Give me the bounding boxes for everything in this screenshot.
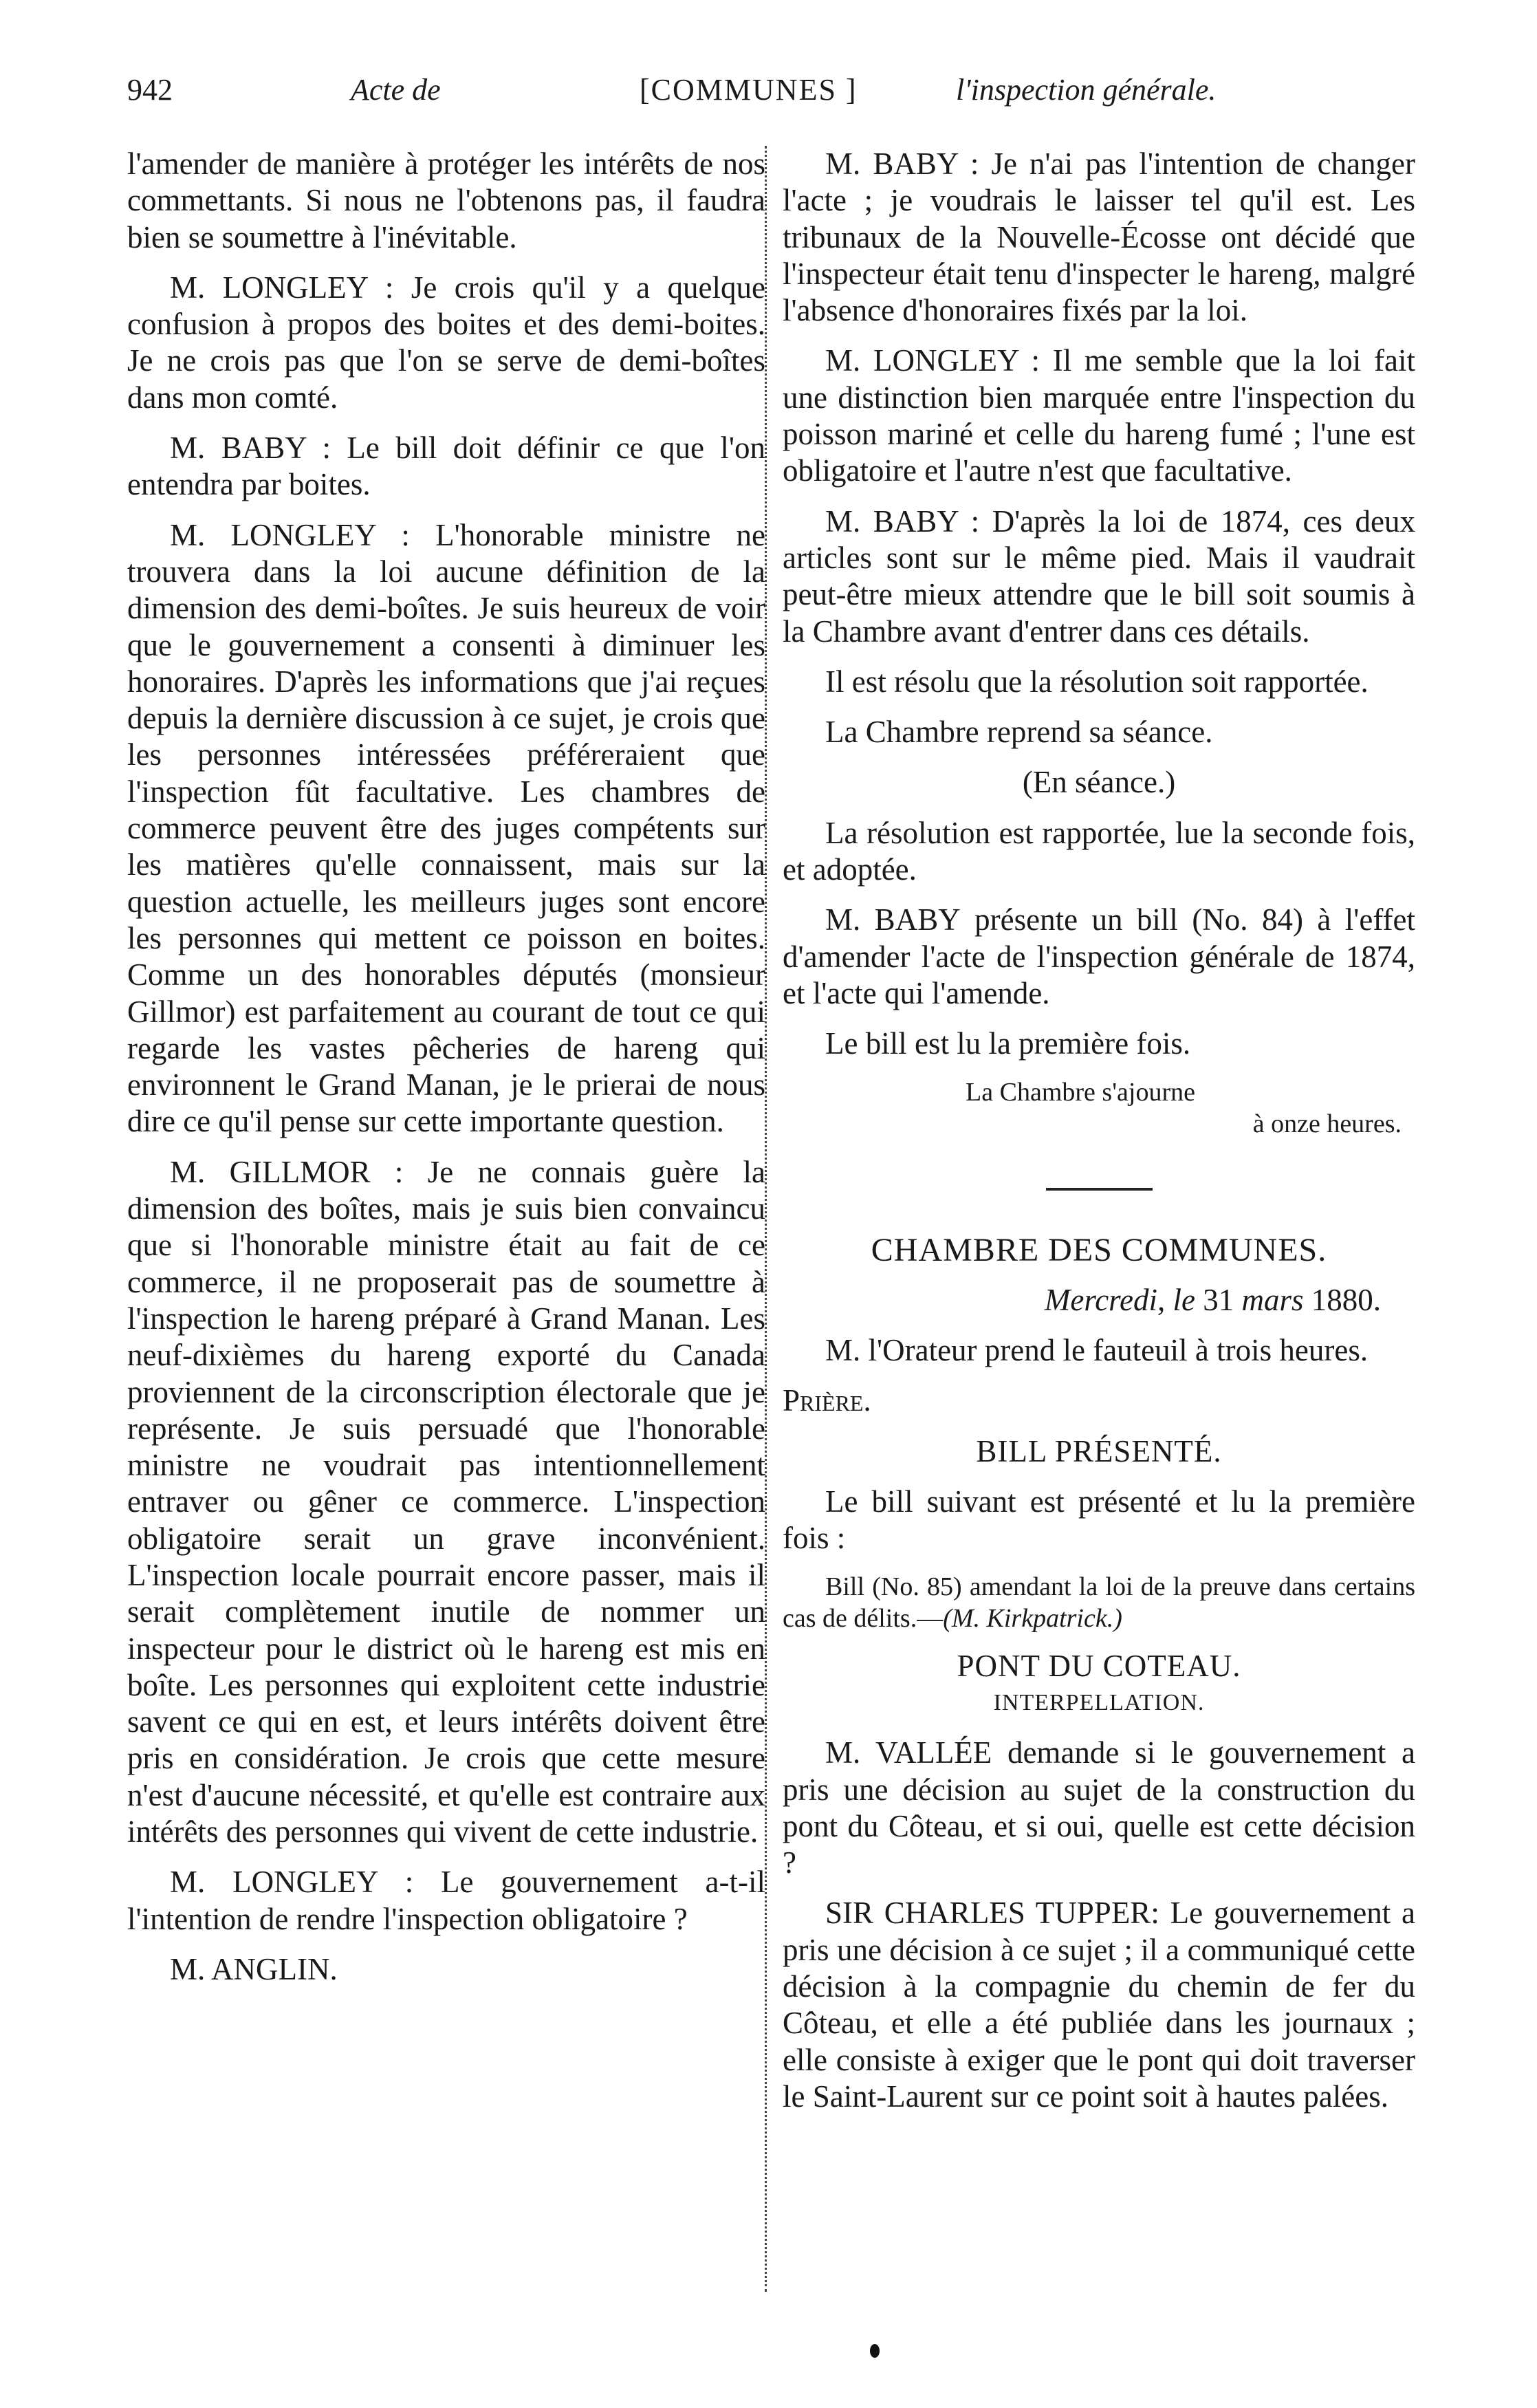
left-paragraph xyxy=(127,146,765,256)
adjournment-line-1: La Chambre s'ajourne xyxy=(966,1077,1195,1107)
left-paragraph xyxy=(127,1154,765,1851)
page-mark xyxy=(870,2344,880,2358)
right-paragraph xyxy=(783,1895,1415,2115)
paragraph-text: l'amender de manière à protéger les intérêts de nos commettants. Si nous ne l'obtenons pas, il faudra bien se soumettre à l'inévitable. xyxy=(127,147,765,254)
bill-heading: BILL PRÉSENTÉ. xyxy=(976,1433,1222,1468)
section-separator xyxy=(1046,1188,1153,1191)
paragraph-text: Je ne connais guère la dimension des boîtes, mais je suis bien convaincu que si l'honorable ministre était au fait de ce commerce, il ne proposerait pas de soumettre à l'inspection le hareng préparé à Grand Manan. Les neuf-dixièmes du hareng exporté du Canada proviennent de la circonscription électorale que je représente. Je suis persuadé que l'honorable ministre ne voudrait pas intentionnellement entraver ou gêner ce commerce. L'inspection obligatoire serait un grave inconvénient. L'inspection locale pourrait encore passer, mais il serait complètement inutile de nommer un inspecteur pour le district où le hareng est mis en boîte. Les personnes qui exploitent cette industrie savent ce qui en est, et leurs intérêts doivent être pris en considération. Je crois que cette mesure n'est d'aucune nécessité, et qu'elle est contraire aux intérêts des personnes qui vivent de cette industrie. xyxy=(127,1154,766,1850)
section-title: CHAMBRE DES COMMUNES. xyxy=(871,1231,1327,1268)
left-paragraph xyxy=(127,517,765,1140)
bill-entry xyxy=(783,1571,1415,1634)
right-paragraph xyxy=(783,146,1415,329)
date-year: 1880. xyxy=(1311,1282,1381,1317)
adjournment-line-2: à onze heures. xyxy=(1252,1109,1402,1138)
paragraph-text: Il est résolu que la résolution soit rapportée. xyxy=(825,664,1369,699)
paragraph-text: Je crois qu'il y a quelque confusion à propos des boites et des demi-boites. Je ne crois pas que l'on se serve de demi-boîtes dans mon comté. xyxy=(127,270,765,415)
right-paragraph xyxy=(783,815,1415,889)
right-paragraph xyxy=(783,902,1415,1012)
priere-label: Prière. xyxy=(783,1383,871,1418)
header-center-title: [COMMUNES ] xyxy=(640,73,858,107)
bill-intro: Le bill suivant est présenté et lu la première fois : xyxy=(783,1484,1415,1556)
paragraph-text: D'après la loi de 1874, ces deux articles sont sur le même pied. Mais il vaudrait peut-être mieux attendre que le bill soit soumis à la Chambre avant d'entrer dans ces détails. xyxy=(783,503,1416,649)
right-paragraphs-c xyxy=(783,1735,1415,2129)
paragraph-text: Le gouvernement a pris une décision à ce sujet ; il a communiqué cette décision à la compagnie du chemin de fer du Côteau, et elle a été publiée dans les journaux ; elle consiste à exiger que le pont qui doit traverser le Saint-Laurent sur ce point soit à hautes palées. xyxy=(783,1896,1416,2114)
left-paragraph xyxy=(127,430,765,503)
right-paragraph xyxy=(783,343,1415,489)
bill-text: Bill (No. 85) amendant la loi de la preuve dans certains cas de délits.— xyxy=(783,1572,1415,1633)
paragraph-text: demande si le gouvernement a pris une décision au sujet de la construction du pont du Côteau, et si oui, quelle est cette décision ? xyxy=(783,1735,1415,1880)
paragraph-text: Le gouvernement a-t-il l'intention de rendre l'inspection obligatoire ? xyxy=(127,1865,765,1936)
speaker-name: M. BABY : xyxy=(825,147,979,181)
left-paragraph xyxy=(127,270,765,416)
speaker-name: M. LONGLEY : xyxy=(170,1865,414,1900)
speaker-name: M. ANGLIN. xyxy=(170,1951,338,1986)
paragraph-text: Le bill est lu la première fois. xyxy=(825,1026,1191,1061)
bill-author: (M. Kirkpatrick.) xyxy=(943,1603,1122,1633)
right-paragraph xyxy=(783,503,1415,650)
paragraph-text: La Chambre reprend sa séance. xyxy=(825,715,1213,750)
page-header xyxy=(127,65,1420,120)
date-day: Mercredi, le xyxy=(1044,1282,1195,1317)
paragraph-text: présente un bill (No. 84) à l'effet d'amender l'acte de l'inspection générale de 1874, et l'acte qui l'amende. xyxy=(783,902,1415,1010)
speaker-name: M. VALLÉE xyxy=(825,1735,992,1770)
interpellation-label: INTERPELLATION. xyxy=(993,1689,1205,1715)
paragraph-text: La résolution est rapportée, lue la seconde fois, et adoptée. xyxy=(783,815,1415,887)
date-number: 31 xyxy=(1203,1282,1234,1317)
header-right-title: l'inspection générale. xyxy=(956,73,1217,107)
speaker-name: M. BABY xyxy=(825,902,961,937)
right-column xyxy=(783,146,1415,2129)
left-column xyxy=(127,146,765,2002)
right-paragraph xyxy=(783,1026,1415,1062)
right-paragraphs-b xyxy=(783,815,1415,1076)
speaker-name: M. BABY : xyxy=(170,431,331,466)
right-paragraph xyxy=(783,714,1415,750)
right-paragraph xyxy=(783,1735,1415,1881)
en-seance-label: (En séance.) xyxy=(1022,765,1176,800)
pont-heading: PONT DU COTEAU. xyxy=(957,1648,1241,1683)
date-month: mars xyxy=(1241,1282,1304,1317)
orateur-paragraph: M. l'Orateur prend le fauteuil à trois heures. xyxy=(825,1333,1369,1368)
header-left-title: Acte de xyxy=(351,73,441,107)
paragraph-text: Il me semble que la loi fait une distinction bien marquée entre l'inspection du poisson mariné et celle du hareng fumé ; l'une est obligatoire et l'autre n'est que facultative. xyxy=(783,343,1415,488)
session-date xyxy=(783,1282,1415,1319)
left-paragraph xyxy=(127,1864,765,1938)
paragraph-text: Je n'ai pas l'intention de changer l'acte ; je voudrais le laisser tel qu'il est. Les tribunaux de la Nouvelle-Écosse ont décidé que l'inspecteur était tenu d'inspecter le hareng, malgré l'absence d'honoraires fixés par la loi. xyxy=(783,147,1416,328)
paragraph-text: L'honorable ministre ne trouvera dans la loi aucune définition de la dimension des demi-boîtes. Je suis heureux de voir que le gouvernement a consenti à diminuer les honoraires. D'après les informations que j'ai reçues depuis la dernière discussion à ce sujet, je crois que les personnes intéressées préféreraient que l'inspection fût facultative. Les chambres de commerce peuvent être des juges compétents sur les matières qu'elle connaissent, mais sur la question actuelle, les meilleurs juges sont encore les personnes qui mettent ce poisson en boites. Comme un des honorables députés (monsieur Gillmor) est parfaitement au courant de tout ce qui regarde les vastes pêcheries de hareng qui environnent le Grand Manan, je le prierai de nous dire ce qu'il pense sur cette importante question. xyxy=(127,517,765,1139)
speaker-name: M. GILLMOR : xyxy=(170,1154,404,1189)
speaker-name: SIR CHARLES TUPPER: xyxy=(825,1896,1159,1931)
left-paragraph xyxy=(127,1951,765,1988)
speaker-name: M. LONGLEY : xyxy=(825,343,1040,378)
right-paragraph xyxy=(783,664,1415,700)
speaker-name: M. LONGLEY : xyxy=(170,270,394,305)
paragraph-text: Le bill doit définir ce que l'on entendra par boites. xyxy=(127,431,766,502)
speaker-name: M. LONGLEY : xyxy=(170,517,410,552)
speaker-name: M. BABY : xyxy=(825,503,980,539)
page-number: 942 xyxy=(127,73,173,107)
right-paragraphs-a xyxy=(783,146,1415,764)
